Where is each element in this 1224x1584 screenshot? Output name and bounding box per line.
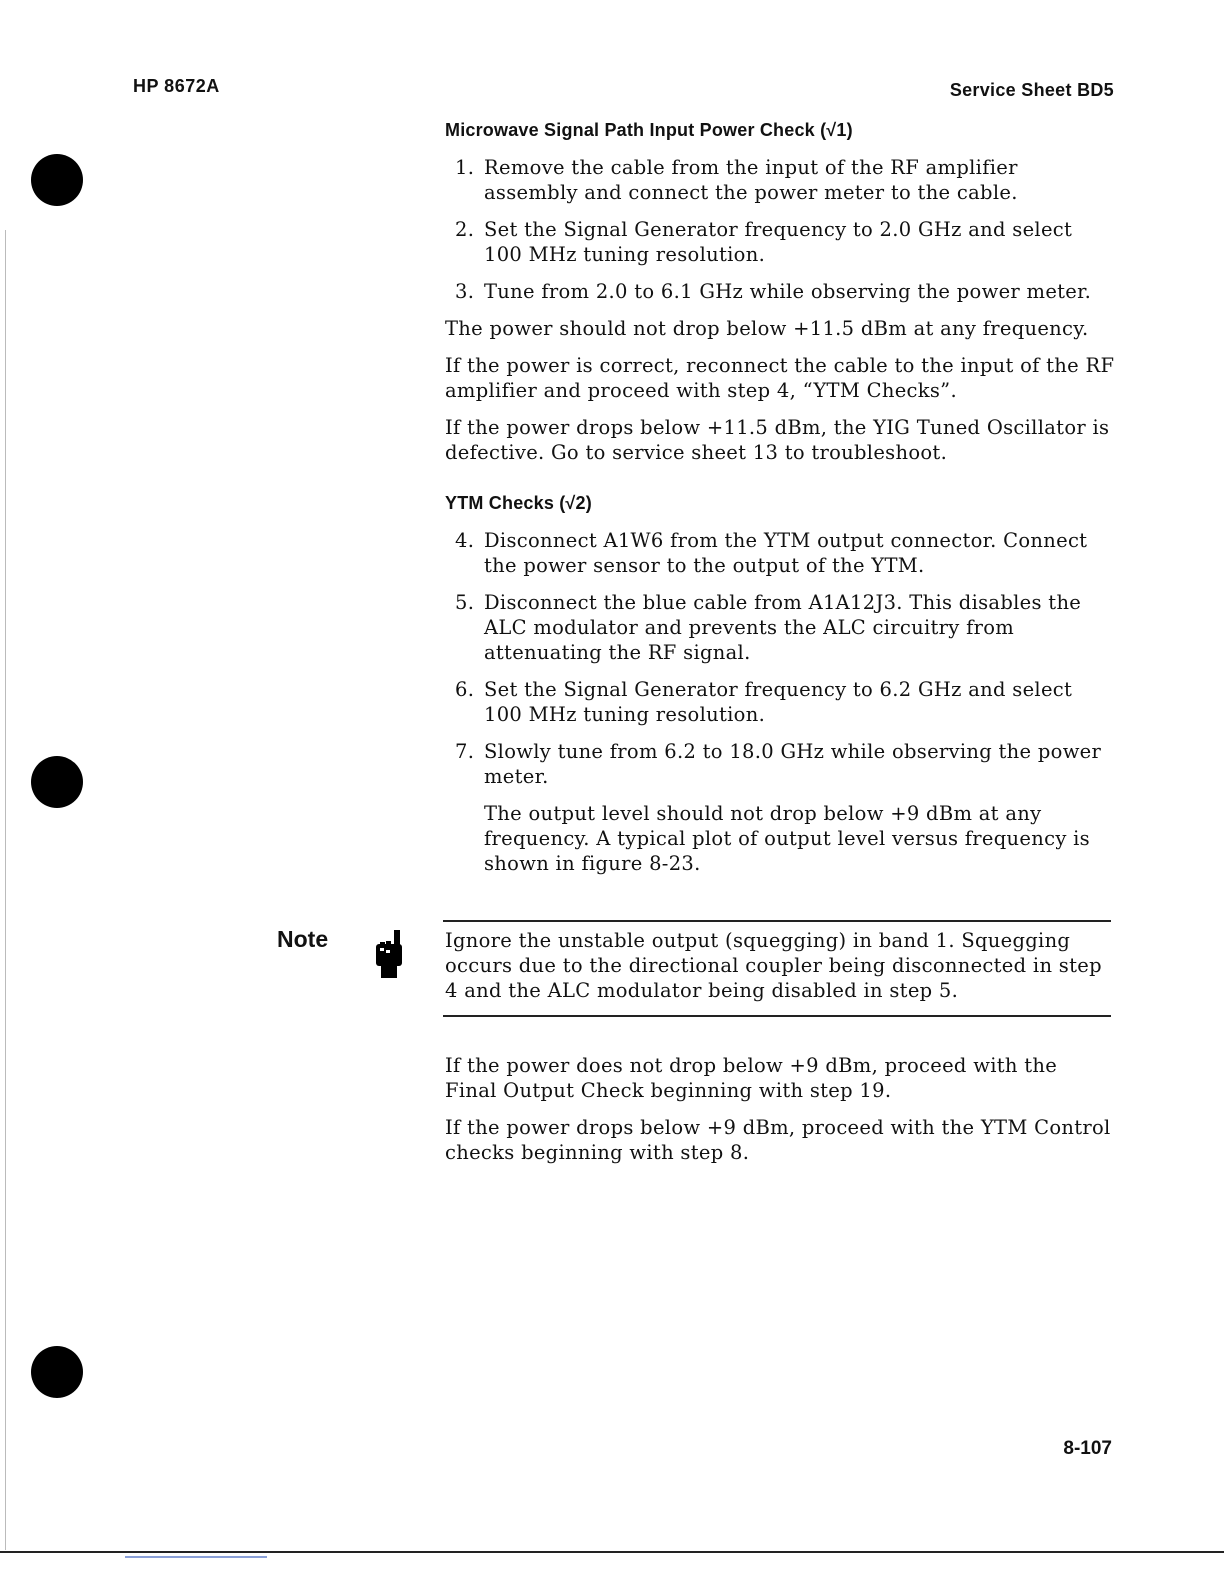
step-text: Disconnect the blue cable from A1A12J3. This disables the ALC modulator and prevents the ALC circuitry from attenuating the RF signal. xyxy=(484,591,1082,664)
paragraph: If the power is correct, reconnect the cable to the input of the RF amplifier and proceed with step 4, “YTM Checks”. xyxy=(445,354,1115,402)
scan-artifact-line xyxy=(125,1556,267,1558)
step-6 xyxy=(445,677,1115,727)
step-1 xyxy=(445,155,1115,205)
step-text: Tune from 2.0 to 6.1 GHz while observing the power meter. xyxy=(484,280,1092,303)
header-service-sheet: Service Sheet BD5 xyxy=(949,80,1114,100)
step-number: 6. xyxy=(455,678,475,701)
punch-hole-top xyxy=(31,154,83,206)
step-text: Disconnect A1W6 from the YTM output connector. Connect the power sensor to the output of the YTM. xyxy=(484,529,1088,577)
step-7 xyxy=(445,739,1115,789)
paragraph: If the power drops below +9 dBm, proceed with the YTM Control checks beginning with step 8. xyxy=(445,1116,1111,1164)
paragraph: The power should not drop below +11.5 dBm at any frequency. xyxy=(445,317,1089,340)
paragraph: If the power drops below +11.5 dBm, the YIG Tuned Oscillator is defective. Go to service sheet 13 to troubleshoot. xyxy=(445,416,1110,464)
step-number: 1. xyxy=(455,156,475,179)
step-text: Set the Signal Generator frequency to 6.2 GHz and select 100 MHz tuning resolution. xyxy=(484,678,1073,726)
scan-edge-line xyxy=(5,230,6,1550)
step-number: 4. xyxy=(455,529,475,552)
page-bottom-edge xyxy=(0,1551,1224,1553)
punch-hole-bottom xyxy=(31,1346,83,1398)
note-bottom-rule xyxy=(443,1015,1111,1017)
step-3 xyxy=(445,279,1115,304)
main-content xyxy=(445,120,1115,888)
step-text: Slowly tune from 6.2 to 18.0 GHz while observing the power meter. xyxy=(484,740,1102,788)
section1-title: Microwave Signal Path Input Power Check (√1) xyxy=(445,120,853,140)
step-2 xyxy=(445,217,1115,267)
step-4 xyxy=(445,528,1115,578)
pointing-hand-icon xyxy=(372,928,406,986)
step7-followup: The output level should not drop below +9 dBm at any frequency. A typical plot of output level versus frequency is shown in figure 8-23. xyxy=(484,802,1090,875)
header-model: HP 8672A xyxy=(133,76,220,96)
section2-steps xyxy=(445,528,1115,789)
note-label: Note xyxy=(277,926,329,952)
note-top-rule xyxy=(443,920,1111,922)
step-5 xyxy=(445,590,1115,665)
section1-steps xyxy=(445,155,1115,304)
step-text: Remove the cable from the input of the RF amplifier assembly and connect the power meter to the cable. xyxy=(484,156,1018,204)
after-note-content xyxy=(445,1053,1115,1177)
section2-title: YTM Checks (√2) xyxy=(445,493,592,513)
step-text: Set the Signal Generator frequency to 2.0 GHz and select 100 MHz tuning resolution. xyxy=(484,218,1073,266)
step-number: 5. xyxy=(455,591,475,614)
step-number: 3. xyxy=(455,280,475,303)
paragraph: If the power does not drop below +9 dBm, proceed with the Final Output Check beginning with step 19. xyxy=(445,1054,1058,1102)
step-number: 7. xyxy=(455,740,475,763)
step-number: 2. xyxy=(455,218,475,241)
page-number: 8-107 xyxy=(1063,1438,1112,1459)
punch-hole-middle xyxy=(31,756,83,808)
note-text: Ignore the unstable output (squegging) in band 1. Squegging occurs due to the directional coupler being disconnected in step 4 and the ALC modulator being disabled in step 5. xyxy=(445,929,1102,1002)
